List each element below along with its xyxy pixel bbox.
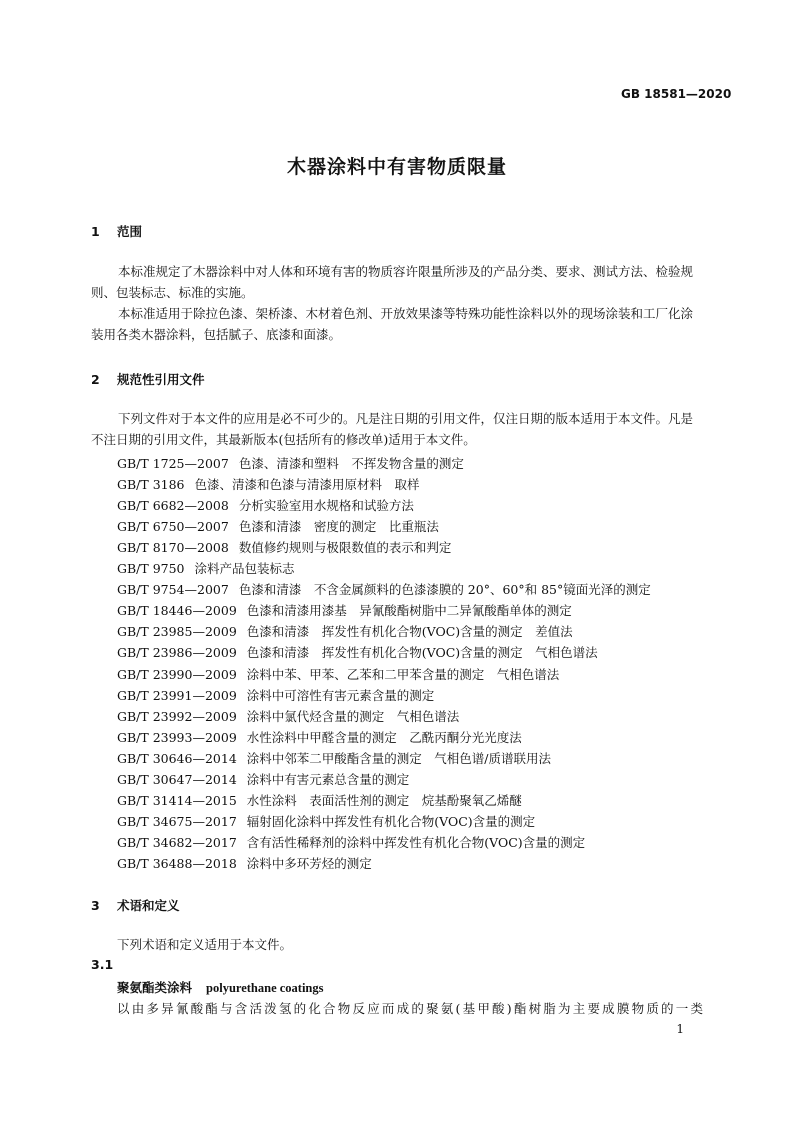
reference-item bbox=[117, 475, 420, 493]
reference-title: 色漆和清漆 挥发性有机化合物(VOC)含量的测定 气相色谱法 bbox=[246, 645, 598, 661]
reference-code: GB/T 34682—2017 bbox=[117, 834, 237, 850]
reference-title: 涂料中邻苯二甲酸酯含量的测定 气相色谱/质谱联用法 bbox=[246, 750, 551, 766]
term-definition: 以由多异氰酸酯与含活泼氢的化合物反应而成的聚氨(基甲酸)酯树脂为主要成膜物质的一类 bbox=[117, 1001, 703, 1016]
paragraph bbox=[91, 303, 703, 345]
reference-title: 色漆和清漆 密度的测定 比重瓶法 bbox=[238, 519, 439, 535]
reference-code: GB/T 23993—2009 bbox=[117, 729, 237, 745]
reference-title: 数值修约规则与极限数值的表示和判定 bbox=[238, 540, 452, 556]
reference-title: 涂料中可溶性有害元素含量的测定 bbox=[246, 687, 435, 703]
reference-item bbox=[117, 749, 551, 767]
section-heading-normative-references bbox=[91, 370, 205, 388]
reference-code: GB/T 23985—2009 bbox=[117, 624, 237, 640]
reference-title: 色漆和清漆 挥发性有机化合物(VOC)含量的测定 差值法 bbox=[246, 624, 573, 640]
reference-title: 涂料中氯代烃含量的测定 气相色谱法 bbox=[246, 708, 460, 724]
reference-code: GB/T 36488—2018 bbox=[117, 855, 237, 871]
reference-code: GB/T 30647—2014 bbox=[117, 771, 237, 787]
section-title: 术语和定义 bbox=[117, 898, 180, 913]
reference-title: 色漆、清漆和塑料 不挥发物含量的测定 bbox=[238, 456, 464, 471]
section-title: 规范性引用文件 bbox=[117, 372, 205, 387]
reference-item bbox=[117, 854, 372, 872]
reference-code: GB/T 3186 bbox=[117, 477, 185, 493]
reference-item bbox=[117, 622, 573, 640]
reference-item bbox=[117, 580, 651, 598]
term-chinese: 聚氨酯类涂料 bbox=[117, 980, 193, 995]
paragraph bbox=[91, 408, 703, 450]
paragraph-text: 本标准适用于除拉色漆、架桥漆、木材着色剂、开放效果漆等特殊功能性涂料以外的现场涂装和工厂化涂装用各类木器涂料，包括腻子、底漆和面漆。 bbox=[91, 306, 694, 342]
section-title: 范围 bbox=[117, 224, 143, 239]
term-english: polyurethane coatings bbox=[206, 981, 324, 995]
reference-title: 水性涂料 表面活性剂的测定 烷基酚聚氧乙烯醚 bbox=[246, 792, 522, 808]
reference-item bbox=[117, 559, 295, 577]
reference-title: 辐射固化涂料中挥发性有机化合物(VOC)含量的测定 bbox=[246, 813, 536, 829]
reference-item bbox=[117, 496, 414, 514]
reference-item bbox=[117, 812, 535, 830]
section-number: 3 bbox=[91, 898, 100, 913]
page-number: 1 bbox=[676, 1022, 684, 1036]
reference-code: GB/T 9754—2007 bbox=[117, 582, 229, 598]
paragraph-text: 下列文件对于本文件的应用是必不可少的。凡是注日期的引用文件，仅注日期的版本适用于本文件。凡是不注日期的引用文件，其最新版本(包括所有的修改单)适用于本文件。 bbox=[91, 411, 694, 447]
reference-item bbox=[117, 833, 585, 851]
reference-code: GB/T 30646—2014 bbox=[117, 750, 237, 766]
reference-title: 涂料中有害元素总含量的测定 bbox=[246, 771, 410, 787]
reference-code: GB/T 23992—2009 bbox=[117, 708, 237, 724]
reference-code: GB/T 31414—2015 bbox=[117, 792, 237, 808]
reference-title: 色漆、清漆和色漆与清漆用原材料 取样 bbox=[194, 477, 420, 493]
reference-title: 分析实验室用水规格和试验方法 bbox=[238, 498, 414, 514]
reference-item bbox=[117, 707, 459, 725]
reference-title: 色漆和清漆 不含金属颜料的色漆漆膜的 20°、60°和 85°镜面光泽的测定 bbox=[238, 582, 651, 598]
reference-item bbox=[117, 728, 522, 746]
reference-item bbox=[117, 665, 559, 683]
reference-item bbox=[117, 601, 572, 619]
standard-number: GB 18581—2020 bbox=[621, 87, 732, 101]
reference-title: 含有活性稀释剂的涂料中挥发性有机化合物(VOC)含量的测定 bbox=[246, 834, 586, 850]
reference-code: GB/T 8170—2008 bbox=[117, 540, 229, 556]
reference-code: GB/T 9750 bbox=[117, 561, 185, 577]
reference-code: GB/T 6750—2007 bbox=[117, 519, 229, 535]
reference-title: 涂料中苯、甲苯、乙苯和二甲苯含量的测定 气相色谱法 bbox=[246, 666, 560, 682]
reference-title: 色漆和清漆用漆基 异氰酸酯树脂中二异氰酸酯单体的测定 bbox=[246, 603, 572, 619]
reference-item bbox=[117, 538, 451, 556]
reference-code: GB/T 1725—2007 bbox=[117, 456, 229, 471]
reference-code: GB/T 23990—2009 bbox=[117, 666, 237, 682]
reference-item bbox=[117, 454, 464, 472]
reference-title: 水性涂料中甲醛含量的测定 乙酰丙酮分光光度法 bbox=[246, 729, 522, 745]
document-title: 木器涂料中有害物质限量 bbox=[286, 156, 507, 178]
paragraph bbox=[91, 261, 703, 303]
paragraph-text: 本标准规定了木器涂料中对人体和环境有害的物质容许限量所涉及的产品分类、要求、测试方法、检验规则、包装标志、标准的实施。 bbox=[91, 264, 694, 300]
reference-code: GB/T 6682—2008 bbox=[117, 498, 229, 514]
reference-title: 涂料产品包装标志 bbox=[194, 561, 295, 577]
paragraph-text: 下列术语和定义适用于本文件。 bbox=[117, 937, 293, 952]
section-heading-scope bbox=[91, 222, 142, 240]
section-number: 1 bbox=[91, 224, 100, 239]
reference-title: 涂料中多环芳烃的测定 bbox=[246, 855, 372, 871]
reference-code: GB/T 23986—2009 bbox=[117, 645, 237, 661]
reference-item bbox=[117, 686, 434, 704]
reference-item bbox=[117, 770, 409, 788]
reference-item bbox=[117, 643, 598, 661]
reference-code: GB/T 34675—2017 bbox=[117, 813, 237, 829]
reference-item bbox=[117, 791, 522, 809]
reference-code: GB/T 18446—2009 bbox=[117, 603, 237, 619]
section-number: 2 bbox=[91, 372, 100, 387]
term-entry bbox=[117, 978, 324, 996]
reference-item bbox=[117, 517, 439, 535]
term-number: 3.1 bbox=[91, 957, 114, 972]
section-heading-terms-definitions bbox=[91, 896, 180, 914]
reference-code: GB/T 23991—2009 bbox=[117, 687, 237, 703]
